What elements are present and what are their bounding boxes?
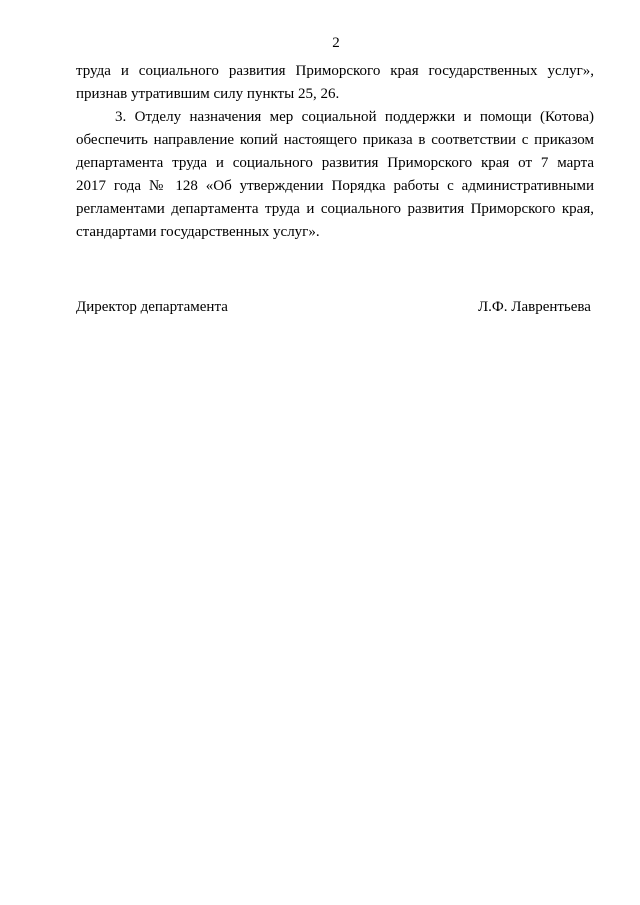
paragraph-2-line-6: стандартами государственных услуг». [76, 224, 320, 240]
paragraph-1-line-1: труда и социального развития Приморского края государственных услуг», [76, 63, 594, 79]
paragraph-2-line-3: департамента труда и социального развития Приморского края от 7 марта [76, 155, 594, 171]
page-number: 2 [332, 35, 340, 51]
paragraph-2-line-1: 3. Отделу назначения мер социальной поддержки и помощи (Котова) [115, 109, 594, 125]
paragraph-1-line-2: признав утратившим силу пункты 25, 26. [76, 86, 340, 102]
signature-position: Директор департамента [76, 299, 228, 315]
paragraph-2-line-2: обеспечить направление копий настоящего приказа в соответствии с приказом [76, 132, 594, 148]
signature-name: Л.Ф. Лаврентьева [478, 299, 591, 315]
paragraph-2-line-4: 2017 года № 128 «Об утверждении Порядка работы с административными [76, 178, 594, 194]
paragraph-2-line-5: регламентами департамента труда и социального развития Приморского края, [76, 201, 594, 217]
